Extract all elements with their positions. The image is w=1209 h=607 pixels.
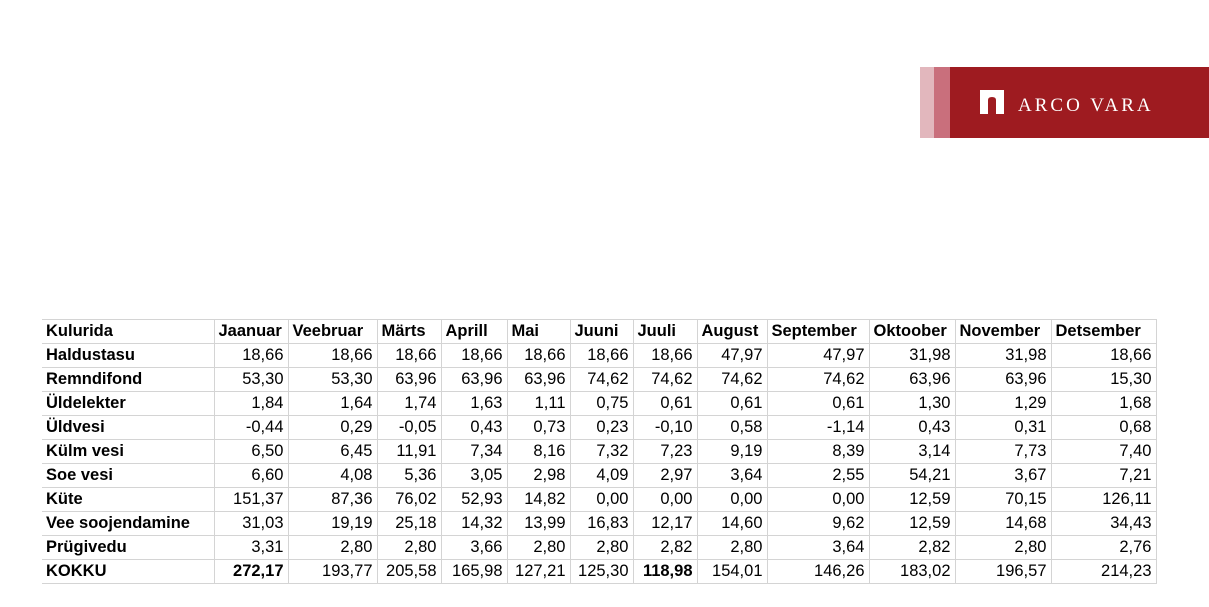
table-cell: 18,66 [1051,344,1156,368]
table-cell: 196,57 [955,560,1051,584]
table-cell: 31,98 [955,344,1051,368]
header-row [42,320,1156,344]
table-cell: -0,44 [214,416,288,440]
table-cell: 9,19 [697,440,767,464]
table-cell: 7,73 [955,440,1051,464]
table-cell: 2,80 [697,536,767,560]
table-cell: 34,43 [1051,512,1156,536]
table-cell: 2,98 [507,464,570,488]
logo-stripe-mid [934,67,950,138]
row-label: Külm vesi [42,440,214,464]
table-cell: 2,82 [633,536,697,560]
table-cell: 7,40 [1051,440,1156,464]
logo-stripe-light [920,67,934,138]
table-cell: 0,00 [570,488,633,512]
table-cell: 11,91 [377,440,441,464]
table-cell: 0,73 [507,416,570,440]
table-cell: 18,66 [570,344,633,368]
table-row [42,392,1156,416]
table-cell: 151,37 [214,488,288,512]
table-cell: 87,36 [288,488,377,512]
table-cell: 154,01 [697,560,767,584]
table-cell: 1,84 [214,392,288,416]
table-cell: 15,30 [1051,368,1156,392]
table-cell: 7,21 [1051,464,1156,488]
table-cell: 70,15 [955,488,1051,512]
table-cell: 2,76 [1051,536,1156,560]
table-cell: 14,32 [441,512,507,536]
row-label: Küte [42,488,214,512]
column-header-kulurida: Kulurida [42,320,214,344]
table-row [42,368,1156,392]
table-cell: 0,75 [570,392,633,416]
cost-table [42,319,1157,584]
table-cell: 4,09 [570,464,633,488]
table-cell: 14,68 [955,512,1051,536]
table-cell: 0,00 [767,488,869,512]
row-label: Haldustasu [42,344,214,368]
column-header-month: Veebruar [288,320,377,344]
table-cell: 16,83 [570,512,633,536]
table-row [42,344,1156,368]
table-cell: 8,39 [767,440,869,464]
table-cell: 74,62 [767,368,869,392]
arco-vara-logo [920,67,1209,138]
table-cell: 63,96 [869,368,955,392]
table-cell: 3,31 [214,536,288,560]
table-cell: 12,59 [869,488,955,512]
column-header-month: September [767,320,869,344]
table-cell: 1,29 [955,392,1051,416]
table-cell: 7,34 [441,440,507,464]
table-cell: 125,30 [570,560,633,584]
table-cell: 12,59 [869,512,955,536]
row-label: Üldelekter [42,392,214,416]
table-cell: 3,64 [767,536,869,560]
table-cell: 52,93 [441,488,507,512]
table-cell: 2,80 [507,536,570,560]
table-cell: 74,62 [633,368,697,392]
table-cell: 8,16 [507,440,570,464]
table-cell: 214,23 [1051,560,1156,584]
column-header-month: Aprill [441,320,507,344]
table-cell: 0,43 [869,416,955,440]
table-cell: 2,55 [767,464,869,488]
table-cell: 2,82 [869,536,955,560]
table-cell: 0,61 [767,392,869,416]
table-cell: 18,66 [441,344,507,368]
logo-brand-text: ARCO VARA [1018,95,1154,116]
table-cell: 18,66 [507,344,570,368]
table-cell: 3,05 [441,464,507,488]
table-cell: 3,66 [441,536,507,560]
table-cell: -1,14 [767,416,869,440]
column-header-month: Märts [377,320,441,344]
table-cell: 2,80 [288,536,377,560]
table-cell: 0,43 [441,416,507,440]
row-label: Prügivedu [42,536,214,560]
arch-icon [980,90,1004,114]
table-cell: 4,08 [288,464,377,488]
table-cell: 5,36 [377,464,441,488]
table-cell: 63,96 [955,368,1051,392]
column-header-month: Juuni [570,320,633,344]
table-cell: -0,05 [377,416,441,440]
table-cell: 47,97 [767,344,869,368]
table-row [42,416,1156,440]
table-cell: 3,64 [697,464,767,488]
table-cell: 0,58 [697,416,767,440]
table-row [42,560,1156,584]
table-cell: 6,45 [288,440,377,464]
table-cell: 54,21 [869,464,955,488]
table-cell: 18,66 [633,344,697,368]
table-cell: 0,61 [633,392,697,416]
column-header-month: Mai [507,320,570,344]
table-cell: 205,58 [377,560,441,584]
column-header-month: August [697,320,767,344]
table-cell: 53,30 [288,368,377,392]
table-cell: 18,66 [288,344,377,368]
table-cell: 63,96 [441,368,507,392]
table-cell: 19,19 [288,512,377,536]
table-cell: 0,31 [955,416,1051,440]
table-row [42,536,1156,560]
table-cell: 31,03 [214,512,288,536]
table-cell: 14,60 [697,512,767,536]
table-cell: 127,21 [507,560,570,584]
table-cell: 183,02 [869,560,955,584]
table-row [42,512,1156,536]
table-cell: 2,80 [955,536,1051,560]
table-cell: 272,17 [214,560,288,584]
table-cell: 0,61 [697,392,767,416]
column-header-month: November [955,320,1051,344]
table-cell: 1,30 [869,392,955,416]
table-cell: 6,60 [214,464,288,488]
table-cell: 31,98 [869,344,955,368]
table-cell: 9,62 [767,512,869,536]
table-cell: 126,11 [1051,488,1156,512]
table-cell: 7,23 [633,440,697,464]
row-label: Remndifond [42,368,214,392]
table-row [42,488,1156,512]
table-cell: 146,26 [767,560,869,584]
table-cell: 14,82 [507,488,570,512]
table-cell: 53,30 [214,368,288,392]
table-cell: 2,80 [377,536,441,560]
table-cell: 13,99 [507,512,570,536]
table-cell: 0,00 [633,488,697,512]
table-cell: 0,23 [570,416,633,440]
table-cell: 193,77 [288,560,377,584]
row-label: Vee soojendamine [42,512,214,536]
table-cell: 2,80 [570,536,633,560]
table-cell: 6,50 [214,440,288,464]
table-cell: 118,98 [633,560,697,584]
table-cell: 7,32 [570,440,633,464]
table-cell: 2,97 [633,464,697,488]
table-cell: 63,96 [377,368,441,392]
table-cell: 3,67 [955,464,1051,488]
table-cell: 12,17 [633,512,697,536]
table-cell: 3,14 [869,440,955,464]
table-row [42,464,1156,488]
table-cell: 63,96 [507,368,570,392]
table-cell: 1,11 [507,392,570,416]
column-header-month: Detsember [1051,320,1156,344]
table-cell: 1,74 [377,392,441,416]
table-cell: 18,66 [214,344,288,368]
row-label: KOKKU [42,560,214,584]
row-label: Üldvesi [42,416,214,440]
table-row [42,440,1156,464]
table-cell: 18,66 [377,344,441,368]
logo-banner [950,67,1209,138]
table-cell: 74,62 [697,368,767,392]
table-cell: 74,62 [570,368,633,392]
table-cell: 0,68 [1051,416,1156,440]
table-cell: 1,64 [288,392,377,416]
column-header-month: Jaanuar [214,320,288,344]
table-cell: 0,00 [697,488,767,512]
table-cell: -0,10 [633,416,697,440]
table-cell: 0,29 [288,416,377,440]
table-cell: 25,18 [377,512,441,536]
column-header-month: Juuli [633,320,697,344]
table-cell: 165,98 [441,560,507,584]
table-cell: 76,02 [377,488,441,512]
table-cell: 1,68 [1051,392,1156,416]
table-cell: 47,97 [697,344,767,368]
column-header-month: Oktoober [869,320,955,344]
table-cell: 1,63 [441,392,507,416]
row-label: Soe vesi [42,464,214,488]
